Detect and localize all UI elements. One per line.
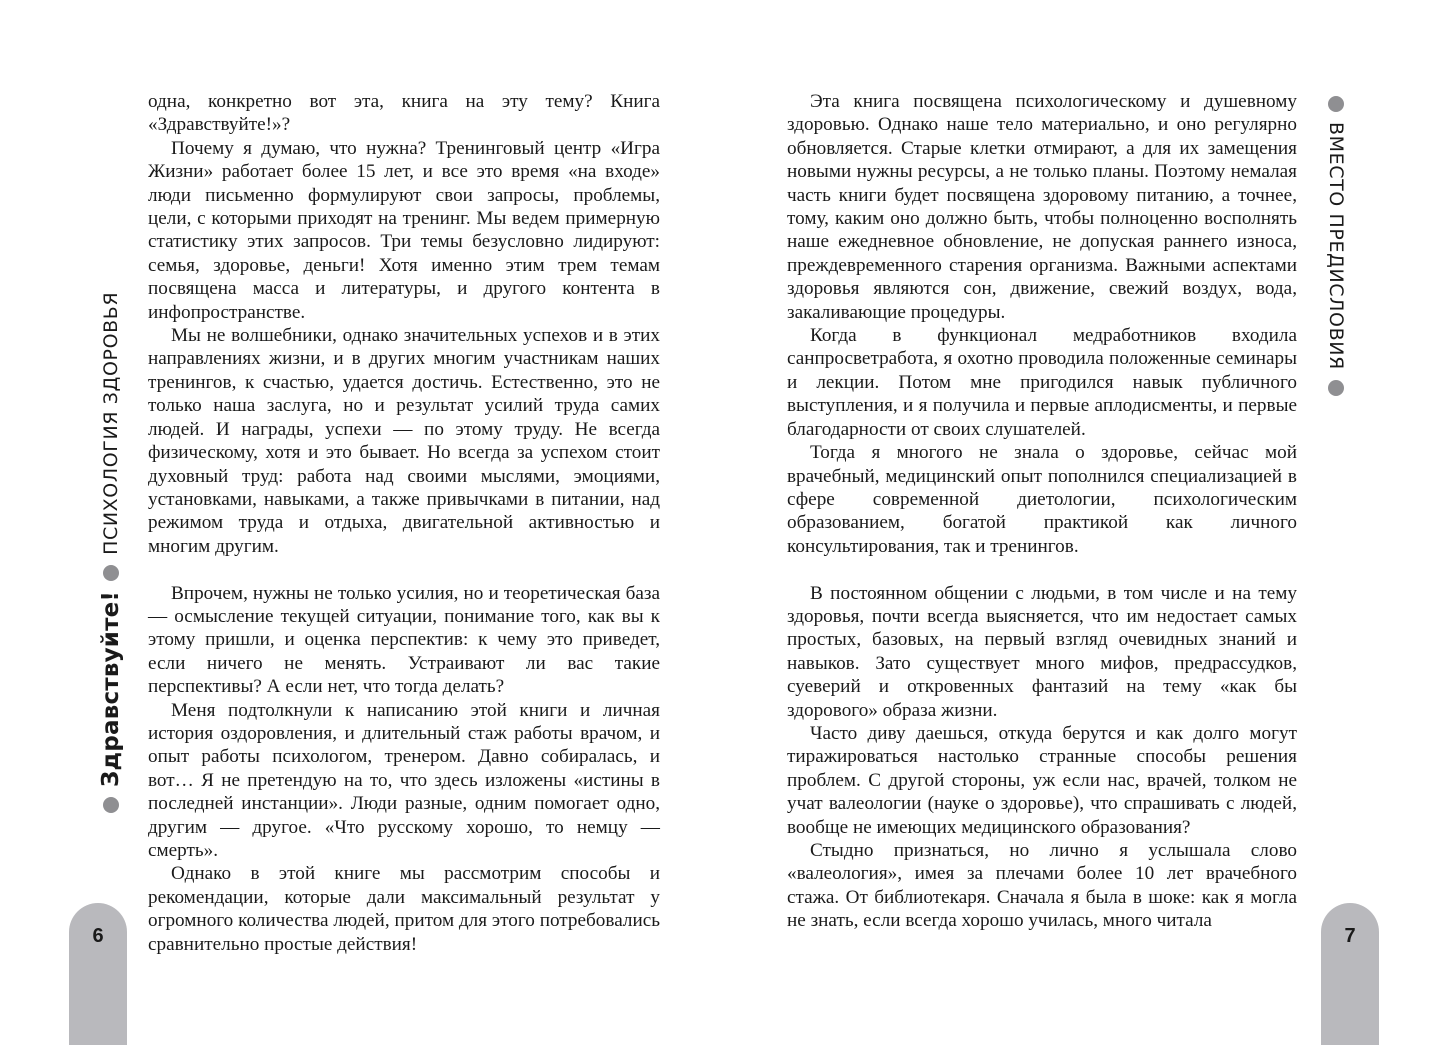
paragraph: Однако в этой книге мы рассмотрим способы и рекомендации, которые дали максимальный результат у огромного количества людей, притом для этого потребовались сравнительно простые действия! [148,863,660,955]
page-number-right: 7 [1344,925,1356,947]
left-page-tab [69,903,127,1045]
paragraph: Впрочем, нужны не только усилия, но и теоретическая база — осмысление текущей ситуации, понимание того, как вы к этому пришли, и оценка перспектив: к чему это приведет, если ничего не менять. Устраивают ли вас такие перспективы? А если нет, что тогда делать? [148,582,660,698]
page-number-left: 6 [92,925,104,947]
paragraph: Часто диву даешься, откуда берутся и как долго могут тиражироваться настолько странные способы решения проблем. С другой стороны, уж если нас, врачей, толком не учат валеологии (науке о здоровье), что спрашивать с людей, вообще не имеющих медицинского образования? [787,722,1297,838]
paragraph: Эта книга посвящена психологическому и душевному здоровью. Однако наше тело материально, и оно регулярно обновляется. Старые клетки отмирают, а для их замещения новыми нужны ресурсы, а не только планы. Поэтому немалая часть книги будет посвящена здоровому питанию, а точнее, тому, каким оно должно быть, чтобы полноценно восполнять наше ежедневное обновление, не допуская раннего износа, преждевременного старения организма. Важными аспектами здоровья являются сон, движение, свежий воздух, вода, закаливающие процедуры. [787,91,1297,323]
paragraph: Меня подтолкнули к написанию этой книги и личная история оздоровления, и длительный стаж работы врачом, и опыт работы психологом, тренером. Давно собиралась, и вот… Я не претендую на то, что здесь изложены «истины в последней инстанции». Люди разные, одним помогает одно, другим — другое. «Что русскому хорошо, то немцу — смерть». [148,699,660,861]
paragraph: Тогда я многого не знала о здоровье, сейчас мой врачебный, медицинский опыт пополнился специализацией в сфере современной диетологии, психологическим образованием, богатой практикой как личного консультирования, так и тренингов. [787,442,1297,557]
paragraph: Стыдно признаться, но лично я услышала слово «валеология», имея за плечами более 10 лет врачебного стажа. От библиотекаря. Сначала я была в шоке: как я могла не знать, если всегда хорошо училась, много читала [787,839,1297,932]
paragraph: Мы не волшебники, однако значительных успехов и в этих направлениях жизни, и в других многим участникам наших тренингов, к счастью, удается достичь. Естественно, это не только наша заслуга, но и результат усилий труда самих людей. И награды, успехи — по этому труду. Не всегда физическому, хотя и это бывает. Но всегда за успехом стоит духовный труд: работа над своими мыслями, эмоциями, установками, навыками, а также привычками в питании, над режимом труда и отдыха, двигательной активностью и многим другим. [148,325,660,557]
book-subtitle: ПСИХОЛОГИЯ ЗДОРОВЬЯ [100,291,122,555]
bullet-icon [103,797,119,813]
bullet-icon [103,565,119,581]
left-page-text [148,90,660,956]
right-running-head [1325,96,1347,396]
right-page-tab [1321,903,1379,1045]
bullet-icon [1328,96,1344,112]
bullet-icon [1328,380,1344,396]
chapter-title: ВМЕСТО ПРЕДИСЛОВИЯ [1325,122,1347,370]
left-running-head [98,282,124,813]
right-page-text [787,90,1297,933]
paragraph: Почему я думаю, что нужна? Тренинговый центр «Игра Жизни» работает более 15 лет, и все это время «на входе» люди письменно формулируют свои запросы, проблемы, цели, с которыми приходят на тренинг. Мы ведем примерную статистику этих запросов. Три темы безусловно лидируют: семья, здоровье, деньги! Хотя именно этим трем темам посвящена масса и литературы, и другого контента в инфопространстве. [148,137,660,323]
paragraph: Когда в функционал медработников входила санпросветработа, я охотно проводила положенные семинары и лекции. Потом мне пригодился навык публичного выступления, и я получила и первые аплодисменты, и первые благодарности от своих слушателей. [787,325,1297,440]
book-title: Здравствуйте! [98,590,124,787]
paragraph: одна, конкретно вот эта, книга на эту тему? Книга «Здравствуйте!»? [148,91,660,136]
paragraph: В постоянном общении с людьми, в том числе и на тему здоровья, почти всегда выясняется, что им недостает самых простых, базовых, на первый взгляд очевидных знаний и навыков. Зато существует много мифов, предрассудков, суеверий и откровенных фантазий на тему «как бы здорового» образа жизни. [787,582,1297,721]
